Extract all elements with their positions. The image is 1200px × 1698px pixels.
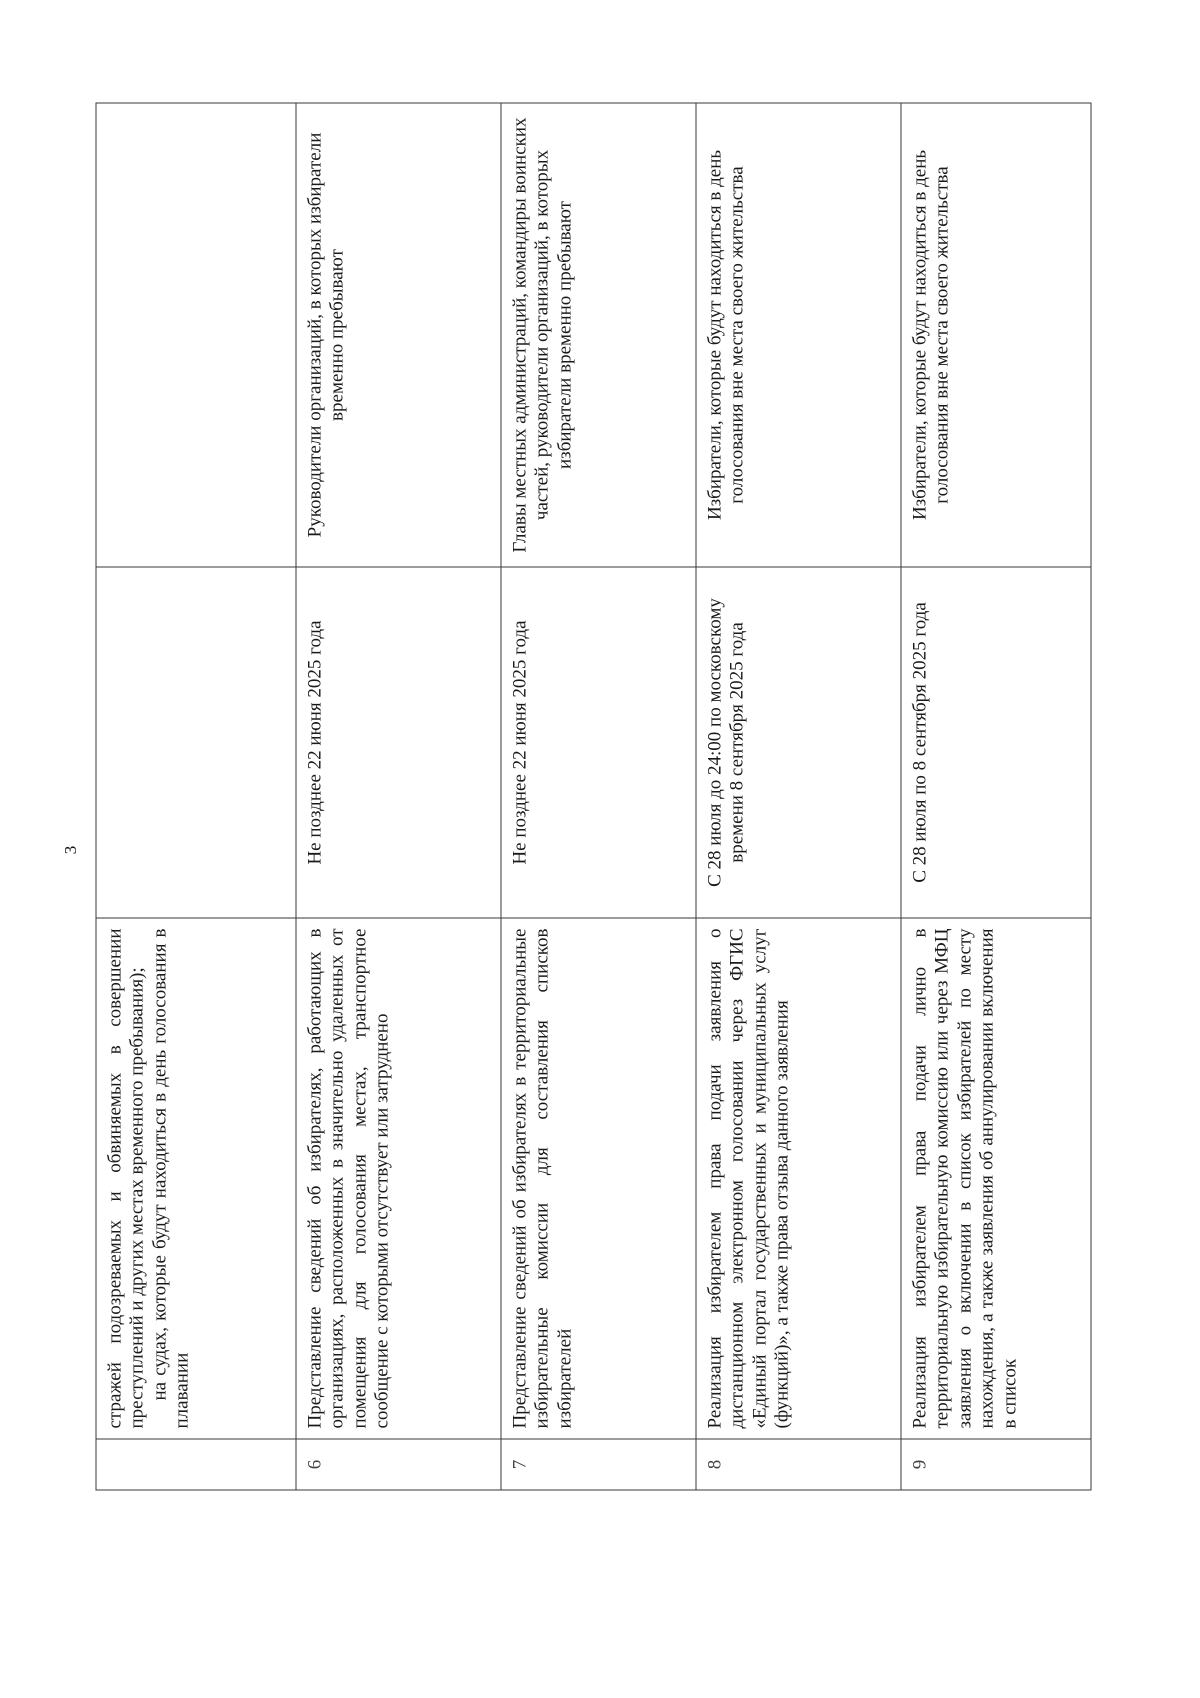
- row-number-cell: 6: [296, 1439, 501, 1490]
- term-cell: Не позднее 22 июня 2025 года: [501, 567, 696, 918]
- row-number-cell: [96, 1439, 296, 1490]
- rotated-table-wrapper: [95, 102, 1090, 1490]
- action-cell: Представление сведений об избирателях в территориальные избирательные комиссии для составления списков избирателей: [501, 918, 696, 1439]
- table-row: [696, 103, 901, 1490]
- page-number: 3: [61, 845, 80, 855]
- term-cell: Не позднее 22 июня 2025 года: [296, 567, 501, 918]
- responsible-cell: [96, 103, 296, 567]
- row-number-cell: 8: [696, 1439, 901, 1490]
- row-number-cell: 7: [501, 1439, 696, 1490]
- action-cell: Реализация избирателем права подачи заявления о дистанционном электронном голосовании через ФГИС «Единый портал государственных и муниципальных услуг (функций)», а также права отзыва данного заявления: [696, 918, 901, 1439]
- action-cell: Реализация избирателем права подачи лично в территориальную избирательную комиссию или через МФЦ заявления о включении в список избирателей по месту нахождения, а также заявления об аннулировании включения в список: [901, 918, 1091, 1439]
- table-row: [296, 103, 501, 1490]
- responsible-cell: Избиратели, которые будут находиться в день голосования вне места своего жительства: [696, 103, 901, 567]
- term-cell: [96, 567, 296, 918]
- schedule-table: [95, 102, 1091, 1490]
- action-text: стражей подозреваемых и обвиняемых в совершении преступлений и других местах временного пребывания);: [104, 928, 148, 1428]
- term-cell: С 28 июля до 24:00 по московскому времени 8 сентября 2025 года: [696, 567, 901, 918]
- table-row: [901, 103, 1091, 1490]
- term-cell: С 28 июля по 8 сентября 2025 года: [901, 567, 1091, 918]
- responsible-cell: Руководители организаций, в которых избиратели временно пребывают: [296, 103, 501, 567]
- table-row: [96, 103, 296, 1490]
- responsible-cell: Главы местных администраций, командиры воинских частей, руководители организаций, в которых избиратели временно пребывают: [501, 103, 696, 567]
- table-row: [501, 103, 696, 1490]
- action-text: на судах, которые будут находиться в день голосования в плавании: [148, 928, 193, 1428]
- action-cell: [96, 918, 296, 1439]
- responsible-cell: Избиратели, которые будут находиться в день голосования вне места своего жительства: [901, 103, 1091, 567]
- row-number-cell: 9: [901, 1439, 1091, 1490]
- action-cell: Представление сведений об избирателях, работающих в организациях, расположенных в значительно удаленных от помещения для голосования местах, транспортное сообщение с которыми отсутствует или затруднено: [296, 918, 501, 1439]
